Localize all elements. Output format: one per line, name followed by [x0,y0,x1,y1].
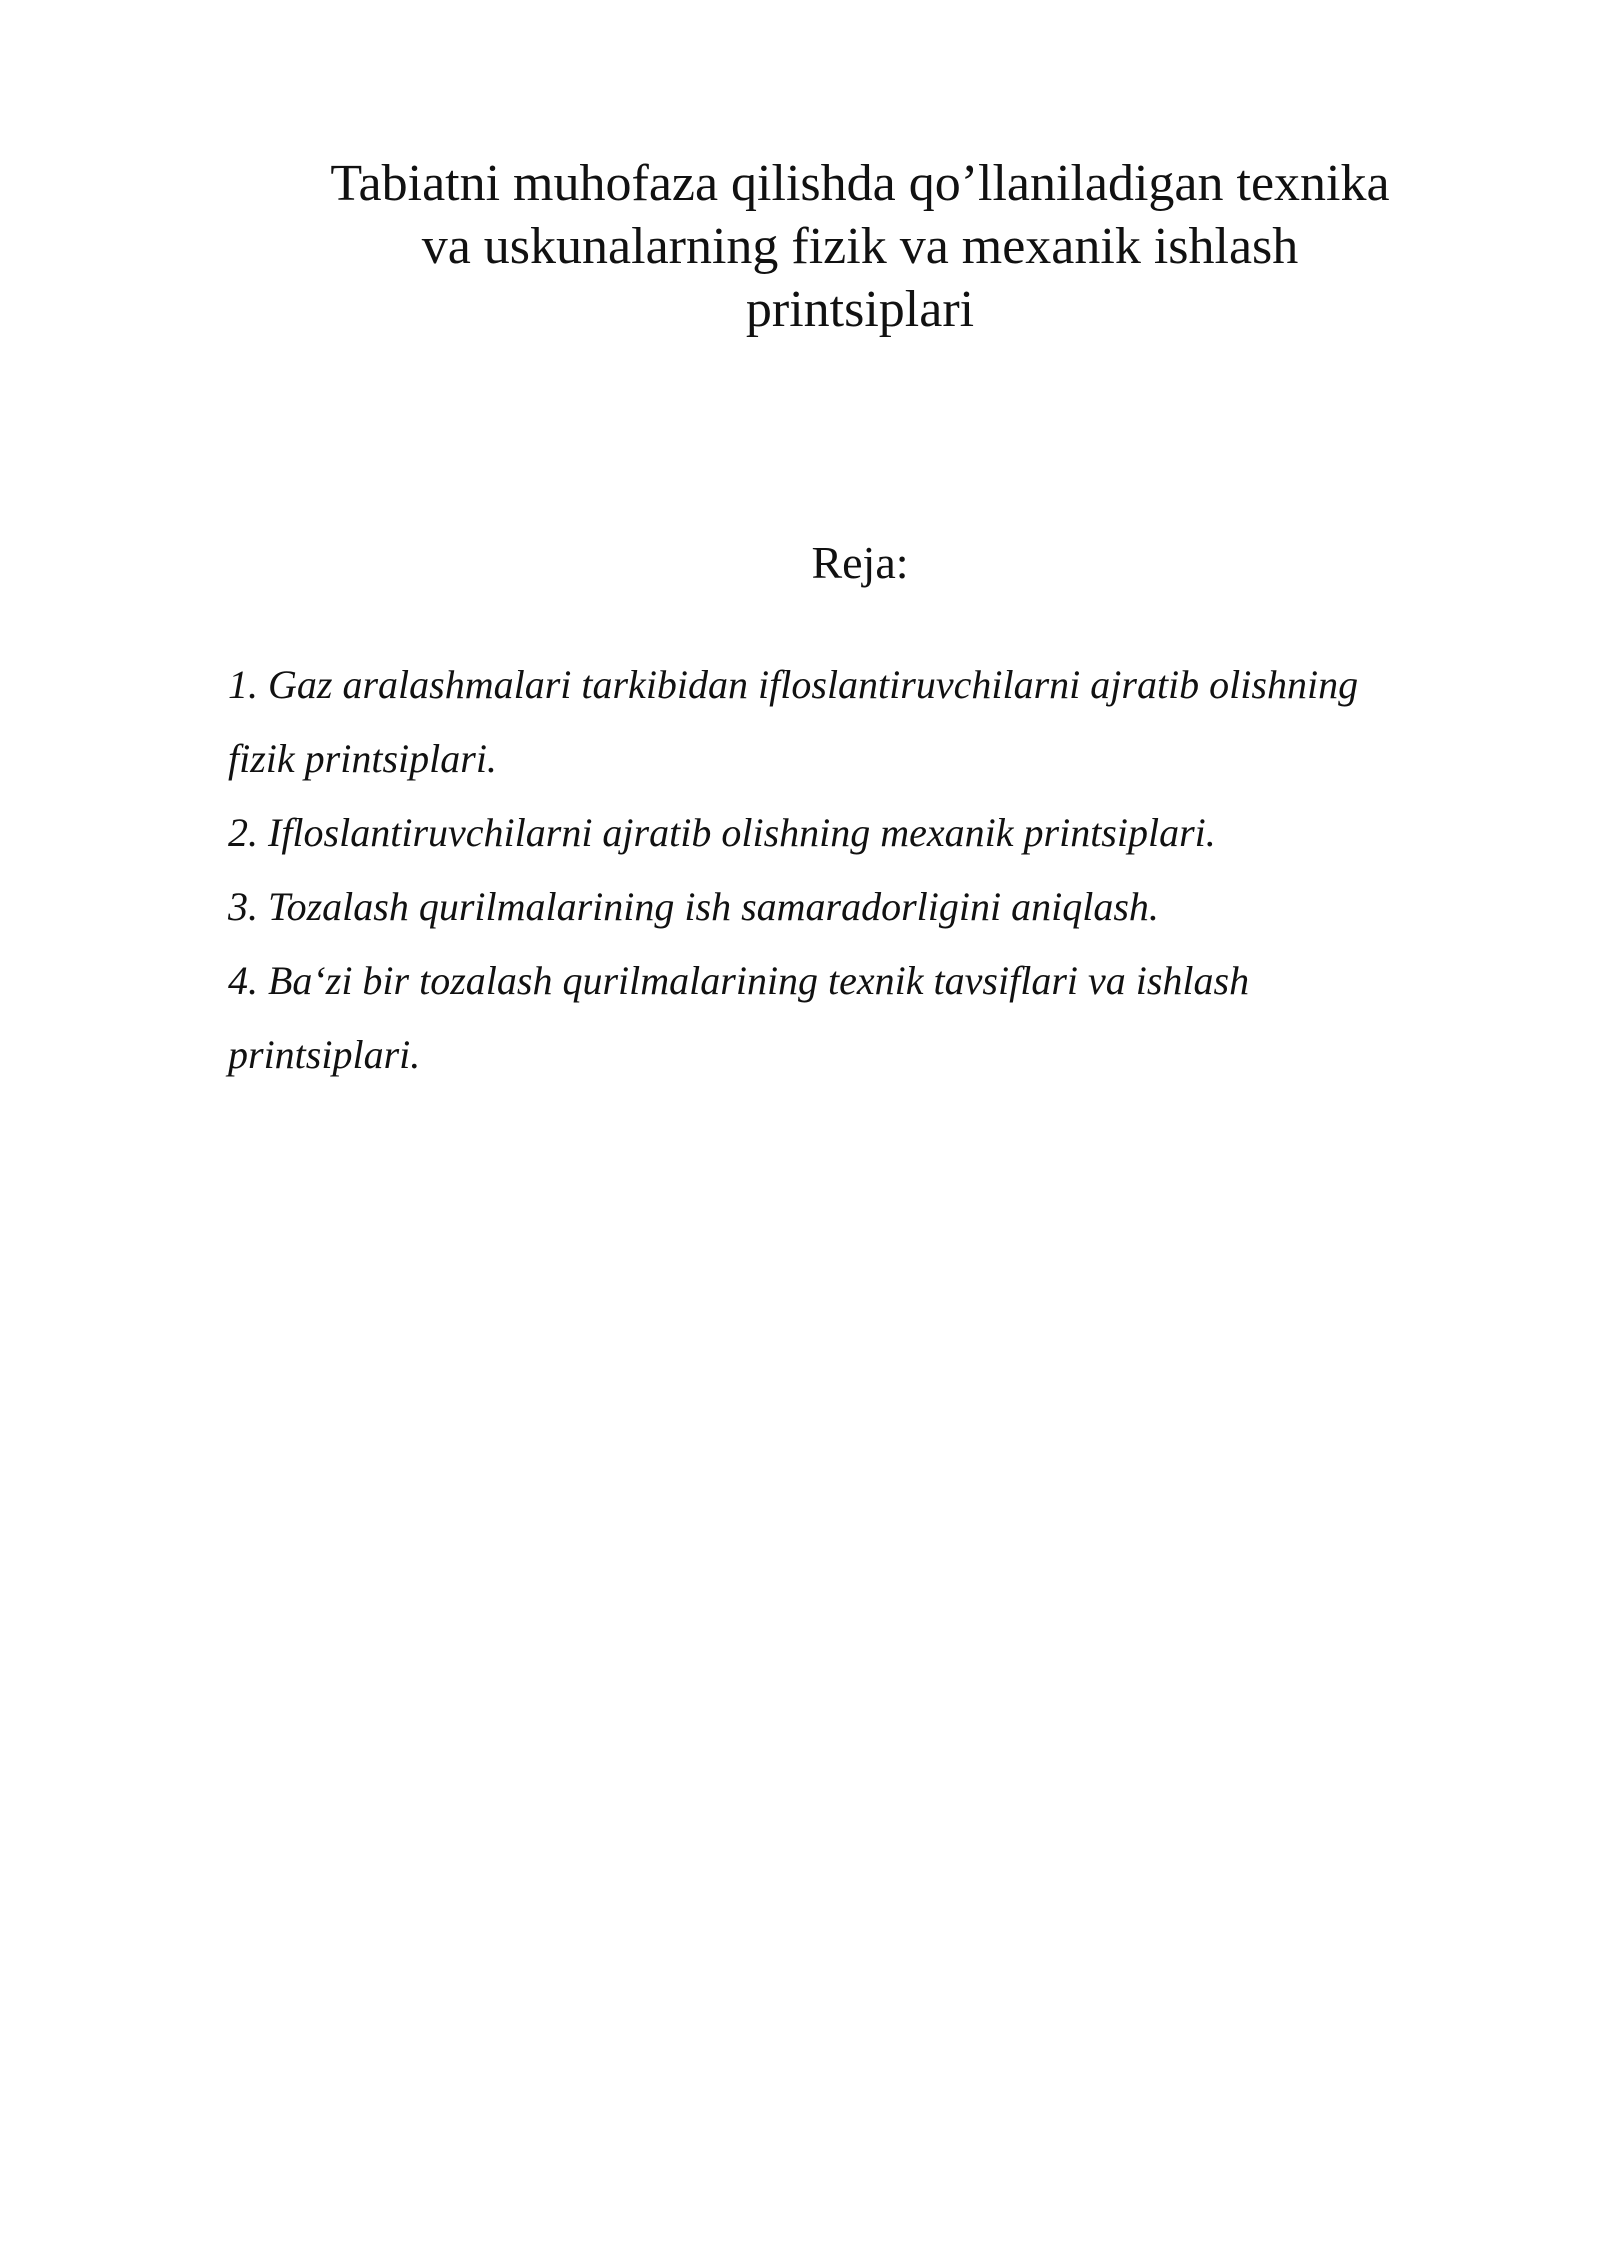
document-title [230,152,1490,341]
plan-item-2-line-1: 2. Ifloslantiruvchilarni ajratib olishning mexanik printsiplari. [228,810,1216,855]
plan-heading: Reja: [811,537,909,588]
plan-item-3 [228,870,1488,944]
plan-item-3-line-1: 3. Tozalash qurilmalarining ish samaradorligini aniqlash. [228,884,1159,929]
plan-item-2 [228,796,1488,870]
plan-item-4-line-2: printsiplari. [228,1032,421,1077]
plan-list [228,648,1488,1092]
document-title-line-3: printsiplari [745,281,975,338]
plan-item-4-line-1: 4. Ba‘zi bir tozalash qurilmalarining texnik tavsiflari va ishlash [228,958,1250,1003]
plan-item-4 [228,944,1488,1092]
document-title-line-1: Tabiatni muhofaza qilishda qo’llaniladigan texnika [330,155,1390,212]
plan-item-1 [228,648,1488,796]
plan-item-1-line-1: 1. Gaz aralashmalari tarkibidan ifloslantiruvchilarni ajratib olishning [228,662,1359,707]
document-title-line-2: va uskunalarning fizik va mexanik ishlash [421,218,1299,275]
plan-item-1-line-2: fizik printsiplari. [228,736,497,781]
